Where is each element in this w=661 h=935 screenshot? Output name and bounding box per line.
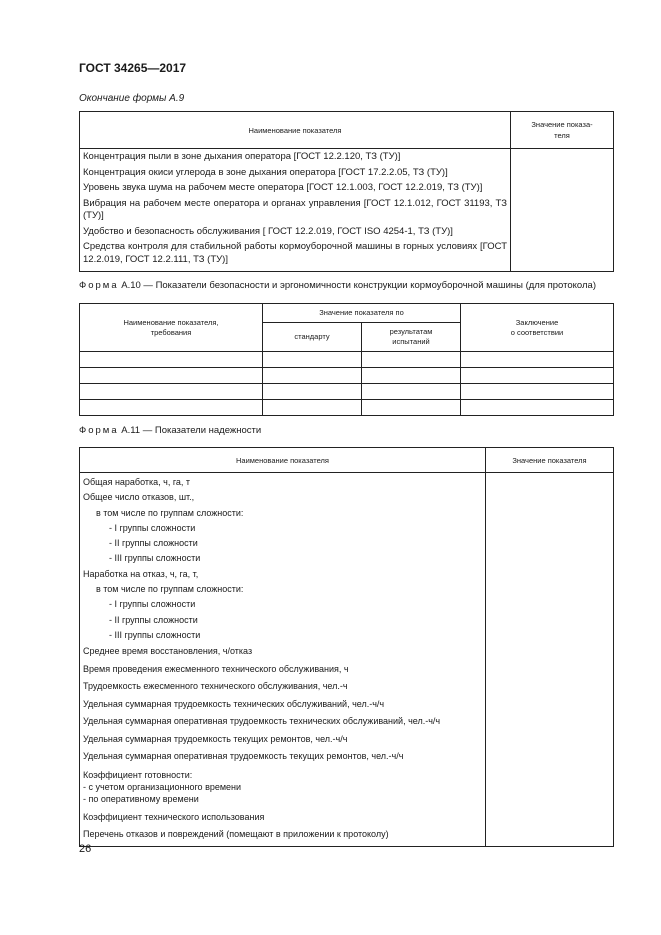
list-item: в том числе по группам сложности: [96,507,244,518]
list-item: Время проведения ежесменного технического обслуживания, ч [83,663,349,674]
document-title: ГОСТ 34265—2017 [79,61,187,75]
list-item: - II группы сложности [109,538,198,549]
list-item: в том числе по группам сложности: [96,584,244,595]
form-a10-col-value-group: Значение показателя по [263,304,461,323]
form-a11-caption [79,425,261,436]
form-a10-caption [79,280,596,291]
list-item: Общая наработка, ч, га, т [83,477,191,487]
table-row [80,352,614,368]
form-a9-row: Удобство и безопасность обслуживания [ ГОСТ 12.2.019, ГОСТ ISO 4254-1, ТЗ (ТУ)] [83,225,453,237]
list-item: - I группы сложности [109,599,196,610]
form-a9-table [79,111,614,272]
list-item: Удельная суммарная трудоемкость технических обслуживаний, чел.-ч/ч [83,698,385,709]
list-item: - I группы сложности [109,522,196,533]
list-item: Наработка на отказ, ч, га, т, [83,568,199,579]
form-a11-caption-text: А.11 — Показатели надежности [121,425,262,436]
form-a10-col-standard: стандарту [263,323,362,352]
list-item: - III группы сложности [109,629,201,640]
form-a11-names-cell [80,473,486,847]
list-item: Среднее время восстановления, ч/отказ [83,646,253,657]
form-a10-caption-prefix: Форма [79,280,119,291]
form-a9-caption: Окончание формы А.9 [79,93,185,104]
table-row [80,400,614,416]
form-a10-col-results: результатам испытаний [362,323,461,352]
form-a9-names-cell [80,149,511,272]
form-a9-col-value-text: Значение показа- теля [531,120,593,140]
table-row [80,368,614,384]
form-a11-col-name: Наименование показателя [80,448,486,473]
form-a11-col-value: Значение показателя [486,448,614,473]
form-a9-col-value [511,112,614,149]
form-a9-row: Уровень звука шума на рабочем месте оператора [ГОСТ 12.1.003, ГОСТ 12.2.019, ТЗ (ТУ)] [83,182,483,193]
form-a9-row: Вибрация на рабочем месте оператора и органах управления [ГОСТ 12.1.012, ГОСТ 31193, ТЗ (ТУ)] [83,197,507,221]
list-item: Общее число отказов, шт., [83,492,195,503]
form-a9-col-name: Наименование показателя [80,112,511,149]
list-item: - II группы сложности [109,614,198,625]
page-number: 26 [79,843,92,855]
form-a10-col-conclusion: Заключение о соответствии [461,304,614,352]
list-item: Коэффициент готовности: [83,769,193,780]
list-item: - по оперативному времени [83,793,199,804]
form-a10-caption-text: А.10 — Показатели безопасности и эргономичности конструкции кормоуборочной машины (для протокола) [121,280,596,291]
list-item: Коэффициент технического использования [83,811,265,822]
form-a10-table [79,303,614,416]
list-item: - III группы сложности [109,553,201,564]
list-item: Удельная суммарная оперативная трудоемкость текущих ремонтов, чел.-ч/ч [83,751,404,762]
table-row [80,384,614,400]
form-a9-values-cell [511,149,614,272]
list-item: Удельная суммарная оперативная трудоемкость технических обслуживаний, чел.-ч/ч [83,716,441,727]
form-a9-row: Средства контроля для стабильной работы кормоуборочной машины в горных условиях [ГОСТ 12.2.019, ГОСТ 12.2.111, ТЗ (ТУ)] [83,241,507,265]
list-item-group [83,769,482,805]
form-a11-caption-prefix: Форма [79,425,119,436]
form-a11-table [79,447,614,847]
form-a9-row: Концентрация пыли в зоне дыхания оператора [ГОСТ 12.2.120, ТЗ (ТУ)] [83,151,401,162]
list-item: Удельная суммарная трудоемкость текущих ремонтов, чел.-ч/ч [83,733,348,744]
form-a10-col-name: Наименование показателя, требования [80,304,263,352]
form-a11-values-cell [486,473,614,847]
list-item: Трудоемкость ежесменного технического обслуживания, чел.-ч [83,681,348,692]
form-a9-row: Концентрация окиси углерода в зоне дыхания оператора [ГОСТ 17.2.2.05, ТЗ (ТУ)] [83,166,448,178]
list-item: Перечень отказов и повреждений (помещают в приложении к протоколу) [83,829,389,840]
list-item: - с учетом организационного времени [83,781,242,792]
